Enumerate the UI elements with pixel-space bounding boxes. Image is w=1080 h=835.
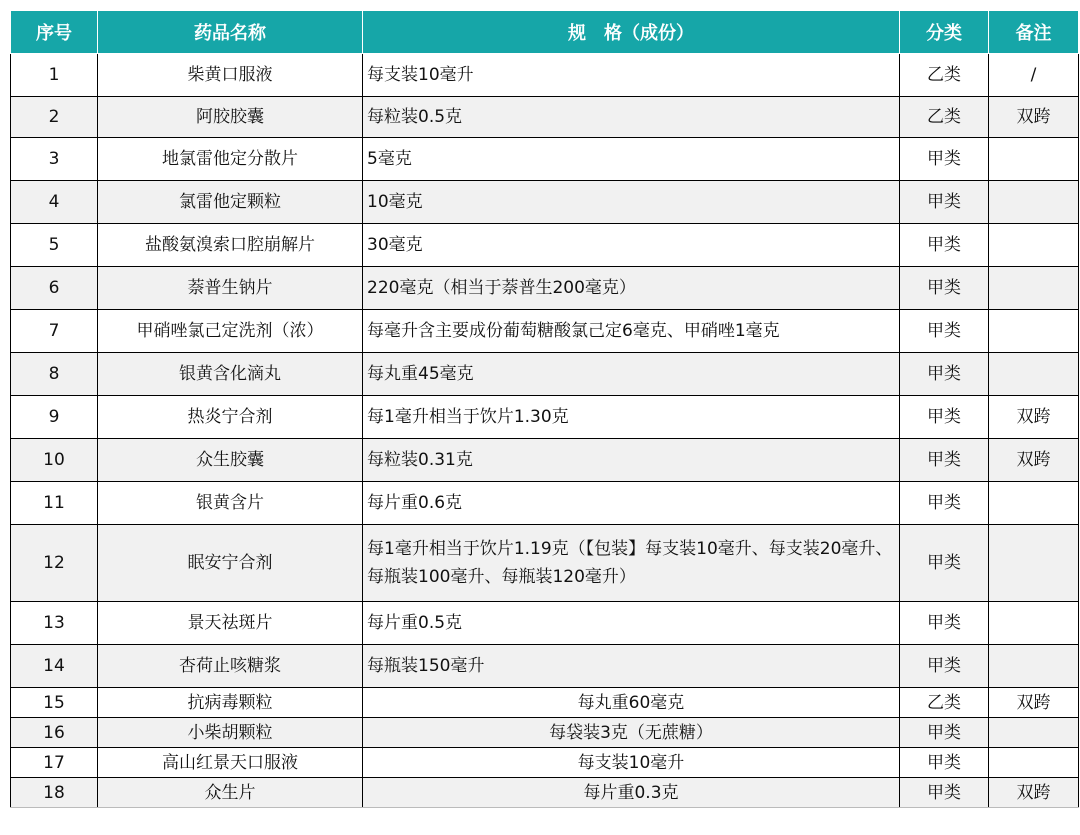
cell-no: 1 bbox=[11, 54, 98, 97]
table-row bbox=[11, 353, 1079, 396]
cell-category: 甲类 bbox=[900, 224, 989, 267]
cell-no: 14 bbox=[11, 645, 98, 688]
cell-no: 11 bbox=[11, 482, 98, 525]
cell-spec: 每毫升含主要成份葡萄糖酸氯己定6毫克、甲硝唑1毫克 bbox=[363, 310, 900, 353]
cell-name: 盐酸氨溴索口腔崩解片 bbox=[98, 224, 363, 267]
cell-spec: 每1毫升相当于饮片1.30克 bbox=[363, 396, 900, 439]
cell-category: 乙类 bbox=[900, 688, 989, 718]
table-row bbox=[11, 688, 1079, 718]
cell-no: 17 bbox=[11, 748, 98, 778]
table-row bbox=[11, 267, 1079, 310]
cell-no: 4 bbox=[11, 181, 98, 224]
cell-note bbox=[989, 602, 1079, 645]
drug-table bbox=[10, 10, 1079, 808]
cell-no: 3 bbox=[11, 138, 98, 181]
table-row bbox=[11, 396, 1079, 439]
cell-no: 6 bbox=[11, 267, 98, 310]
cell-category: 甲类 bbox=[900, 181, 989, 224]
cell-category: 甲类 bbox=[900, 353, 989, 396]
cell-category: 甲类 bbox=[900, 267, 989, 310]
cell-spec: 每支装10毫升 bbox=[363, 748, 900, 778]
cell-name: 景天祛斑片 bbox=[98, 602, 363, 645]
cell-category: 甲类 bbox=[900, 748, 989, 778]
cell-note bbox=[989, 138, 1079, 181]
drug-table-container bbox=[10, 10, 1078, 808]
table-row bbox=[11, 439, 1079, 482]
cell-name: 氯雷他定颗粒 bbox=[98, 181, 363, 224]
table-body bbox=[11, 54, 1079, 808]
table-row bbox=[11, 138, 1079, 181]
cell-spec: 每1毫升相当于饮片1.19克（【包装】每支装10毫升、每支装20毫升、每瓶装100毫升、每瓶装120毫升） bbox=[363, 525, 900, 602]
cell-category: 甲类 bbox=[900, 718, 989, 748]
cell-no: 15 bbox=[11, 688, 98, 718]
cell-no: 2 bbox=[11, 97, 98, 138]
cell-category: 甲类 bbox=[900, 138, 989, 181]
cell-name: 杏荷止咳糖浆 bbox=[98, 645, 363, 688]
cell-no: 8 bbox=[11, 353, 98, 396]
cell-spec: 每丸重45毫克 bbox=[363, 353, 900, 396]
cell-name: 抗病毒颗粒 bbox=[98, 688, 363, 718]
cell-note bbox=[989, 224, 1079, 267]
table-row bbox=[11, 778, 1079, 808]
cell-no: 13 bbox=[11, 602, 98, 645]
header-note: 备注 bbox=[989, 11, 1079, 54]
cell-note bbox=[989, 181, 1079, 224]
cell-note: 双跨 bbox=[989, 439, 1079, 482]
table-header bbox=[11, 11, 1079, 54]
cell-name: 高山红景天口服液 bbox=[98, 748, 363, 778]
cell-no: 16 bbox=[11, 718, 98, 748]
cell-category: 甲类 bbox=[900, 482, 989, 525]
cell-name: 阿胶胶囊 bbox=[98, 97, 363, 138]
table-row bbox=[11, 97, 1079, 138]
table-row bbox=[11, 718, 1079, 748]
table-row bbox=[11, 482, 1079, 525]
cell-note: 双跨 bbox=[989, 778, 1079, 808]
cell-no: 18 bbox=[11, 778, 98, 808]
cell-no: 7 bbox=[11, 310, 98, 353]
cell-spec: 每丸重60毫克 bbox=[363, 688, 900, 718]
cell-name: 众生片 bbox=[98, 778, 363, 808]
cell-name: 柴黄口服液 bbox=[98, 54, 363, 97]
table-row bbox=[11, 310, 1079, 353]
cell-category: 甲类 bbox=[900, 310, 989, 353]
table-row bbox=[11, 181, 1079, 224]
cell-spec: 每粒装0.5克 bbox=[363, 97, 900, 138]
cell-name: 小柴胡颗粒 bbox=[98, 718, 363, 748]
cell-no: 5 bbox=[11, 224, 98, 267]
cell-category: 甲类 bbox=[900, 778, 989, 808]
cell-spec: 每袋装3克（无蔗糖） bbox=[363, 718, 900, 748]
cell-spec: 每支装10毫升 bbox=[363, 54, 900, 97]
cell-note bbox=[989, 748, 1079, 778]
header-name: 药品名称 bbox=[98, 11, 363, 54]
cell-category: 甲类 bbox=[900, 439, 989, 482]
header-no: 序号 bbox=[11, 11, 98, 54]
cell-spec: 5毫克 bbox=[363, 138, 900, 181]
cell-note bbox=[989, 310, 1079, 353]
cell-category: 乙类 bbox=[900, 54, 989, 97]
cell-name: 银黄含化滴丸 bbox=[98, 353, 363, 396]
table-row bbox=[11, 748, 1079, 778]
cell-spec: 220毫克（相当于萘普生200毫克） bbox=[363, 267, 900, 310]
cell-spec: 每片重0.6克 bbox=[363, 482, 900, 525]
cell-no: 12 bbox=[11, 525, 98, 602]
cell-category: 甲类 bbox=[900, 602, 989, 645]
cell-spec: 每瓶装150毫升 bbox=[363, 645, 900, 688]
cell-note: 双跨 bbox=[989, 396, 1079, 439]
cell-note bbox=[989, 353, 1079, 396]
cell-name: 萘普生钠片 bbox=[98, 267, 363, 310]
cell-name: 地氯雷他定分散片 bbox=[98, 138, 363, 181]
cell-note bbox=[989, 267, 1079, 310]
cell-note bbox=[989, 645, 1079, 688]
cell-category: 乙类 bbox=[900, 97, 989, 138]
cell-spec: 30毫克 bbox=[363, 224, 900, 267]
cell-name: 眠安宁合剂 bbox=[98, 525, 363, 602]
table-row bbox=[11, 525, 1079, 602]
cell-name: 银黄含片 bbox=[98, 482, 363, 525]
cell-name: 众生胶囊 bbox=[98, 439, 363, 482]
cell-no: 9 bbox=[11, 396, 98, 439]
table-row bbox=[11, 645, 1079, 688]
table-row bbox=[11, 602, 1079, 645]
cell-spec: 每片重0.5克 bbox=[363, 602, 900, 645]
cell-spec: 10毫克 bbox=[363, 181, 900, 224]
cell-spec: 每片重0.3克 bbox=[363, 778, 900, 808]
table-row bbox=[11, 224, 1079, 267]
cell-name: 甲硝唑氯己定洗剂（浓） bbox=[98, 310, 363, 353]
cell-name: 热炎宁合剂 bbox=[98, 396, 363, 439]
cell-category: 甲类 bbox=[900, 396, 989, 439]
header-spec: 规 格（成份） bbox=[363, 11, 900, 54]
cell-category: 甲类 bbox=[900, 645, 989, 688]
cell-category: 甲类 bbox=[900, 525, 989, 602]
cell-spec: 每粒装0.31克 bbox=[363, 439, 900, 482]
table-row bbox=[11, 54, 1079, 97]
cell-no: 10 bbox=[11, 439, 98, 482]
cell-note bbox=[989, 718, 1079, 748]
cell-note: / bbox=[989, 54, 1079, 97]
cell-note bbox=[989, 525, 1079, 602]
header-category: 分类 bbox=[900, 11, 989, 54]
cell-note bbox=[989, 482, 1079, 525]
cell-note: 双跨 bbox=[989, 688, 1079, 718]
cell-note: 双跨 bbox=[989, 97, 1079, 138]
